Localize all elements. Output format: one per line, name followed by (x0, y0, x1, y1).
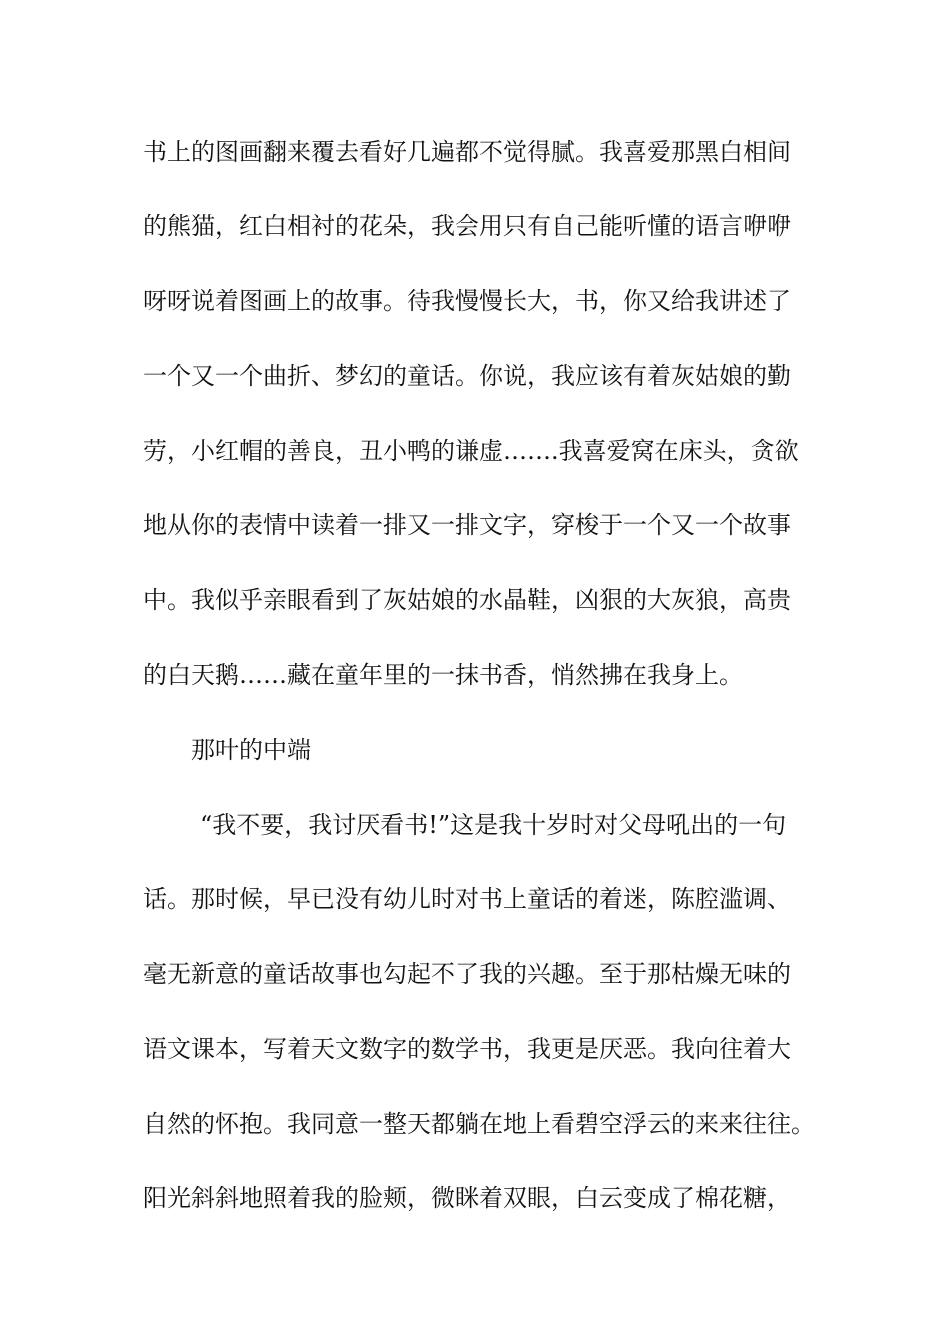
text-line: 书上的图画翻来覆去看好几遍都不觉得腻。我喜爱那黑白相间 (143, 138, 791, 166)
text-line: 语文课本，写着天文数字的数学书，我更是厌恶。我向往着大 (143, 1035, 791, 1063)
text-line: 毫无新意的童话故事也勾起不了我的兴趣。至于那枯燥无味的 (143, 960, 791, 988)
text-line: “我不要，我讨厌看书!”这是我十岁时对父母吼出的一句 (200, 811, 787, 839)
text-line: 劳，小红帽的善良，丑小鸭的谦虚…….我喜爱窝在床头，贪欲 (143, 437, 799, 465)
text-line: 呀呀说着图画上的故事。待我慢慢长大，书，你又给我讲述了 (143, 287, 791, 315)
text-line: 一个又一个曲折、梦幻的童话。你说，我应该有着灰姑娘的勤 (143, 362, 791, 390)
text-line: 的白天鹅……藏在童年里的一抹书香，悄然拂在我身上。 (143, 661, 743, 689)
section-heading: 那叶的中端 (191, 736, 311, 764)
text-line: 的熊猫，红白相衬的花朵，我会用只有自己能听懂的语言咿咿 (143, 212, 791, 240)
text-line: 话。那时候，早已没有幼儿时对书上童话的着迷，陈腔滥调、 (143, 885, 791, 913)
text-line: 中。我似乎亲眼看到了灰姑娘的水晶鞋，凶狠的大灰狼，高贵 (143, 586, 791, 614)
text-line: 自然的怀抱。我同意一整天都躺在地上看碧空浮云的来来往往。 (143, 1110, 815, 1138)
text-line: 阳光斜斜地照着我的脸颊，微眯着双眼，白云变成了棉花糖， (143, 1184, 791, 1212)
text-line: 地从你的表情中读着一排又一排文字，穿梭于一个又一个故事 (143, 511, 791, 539)
